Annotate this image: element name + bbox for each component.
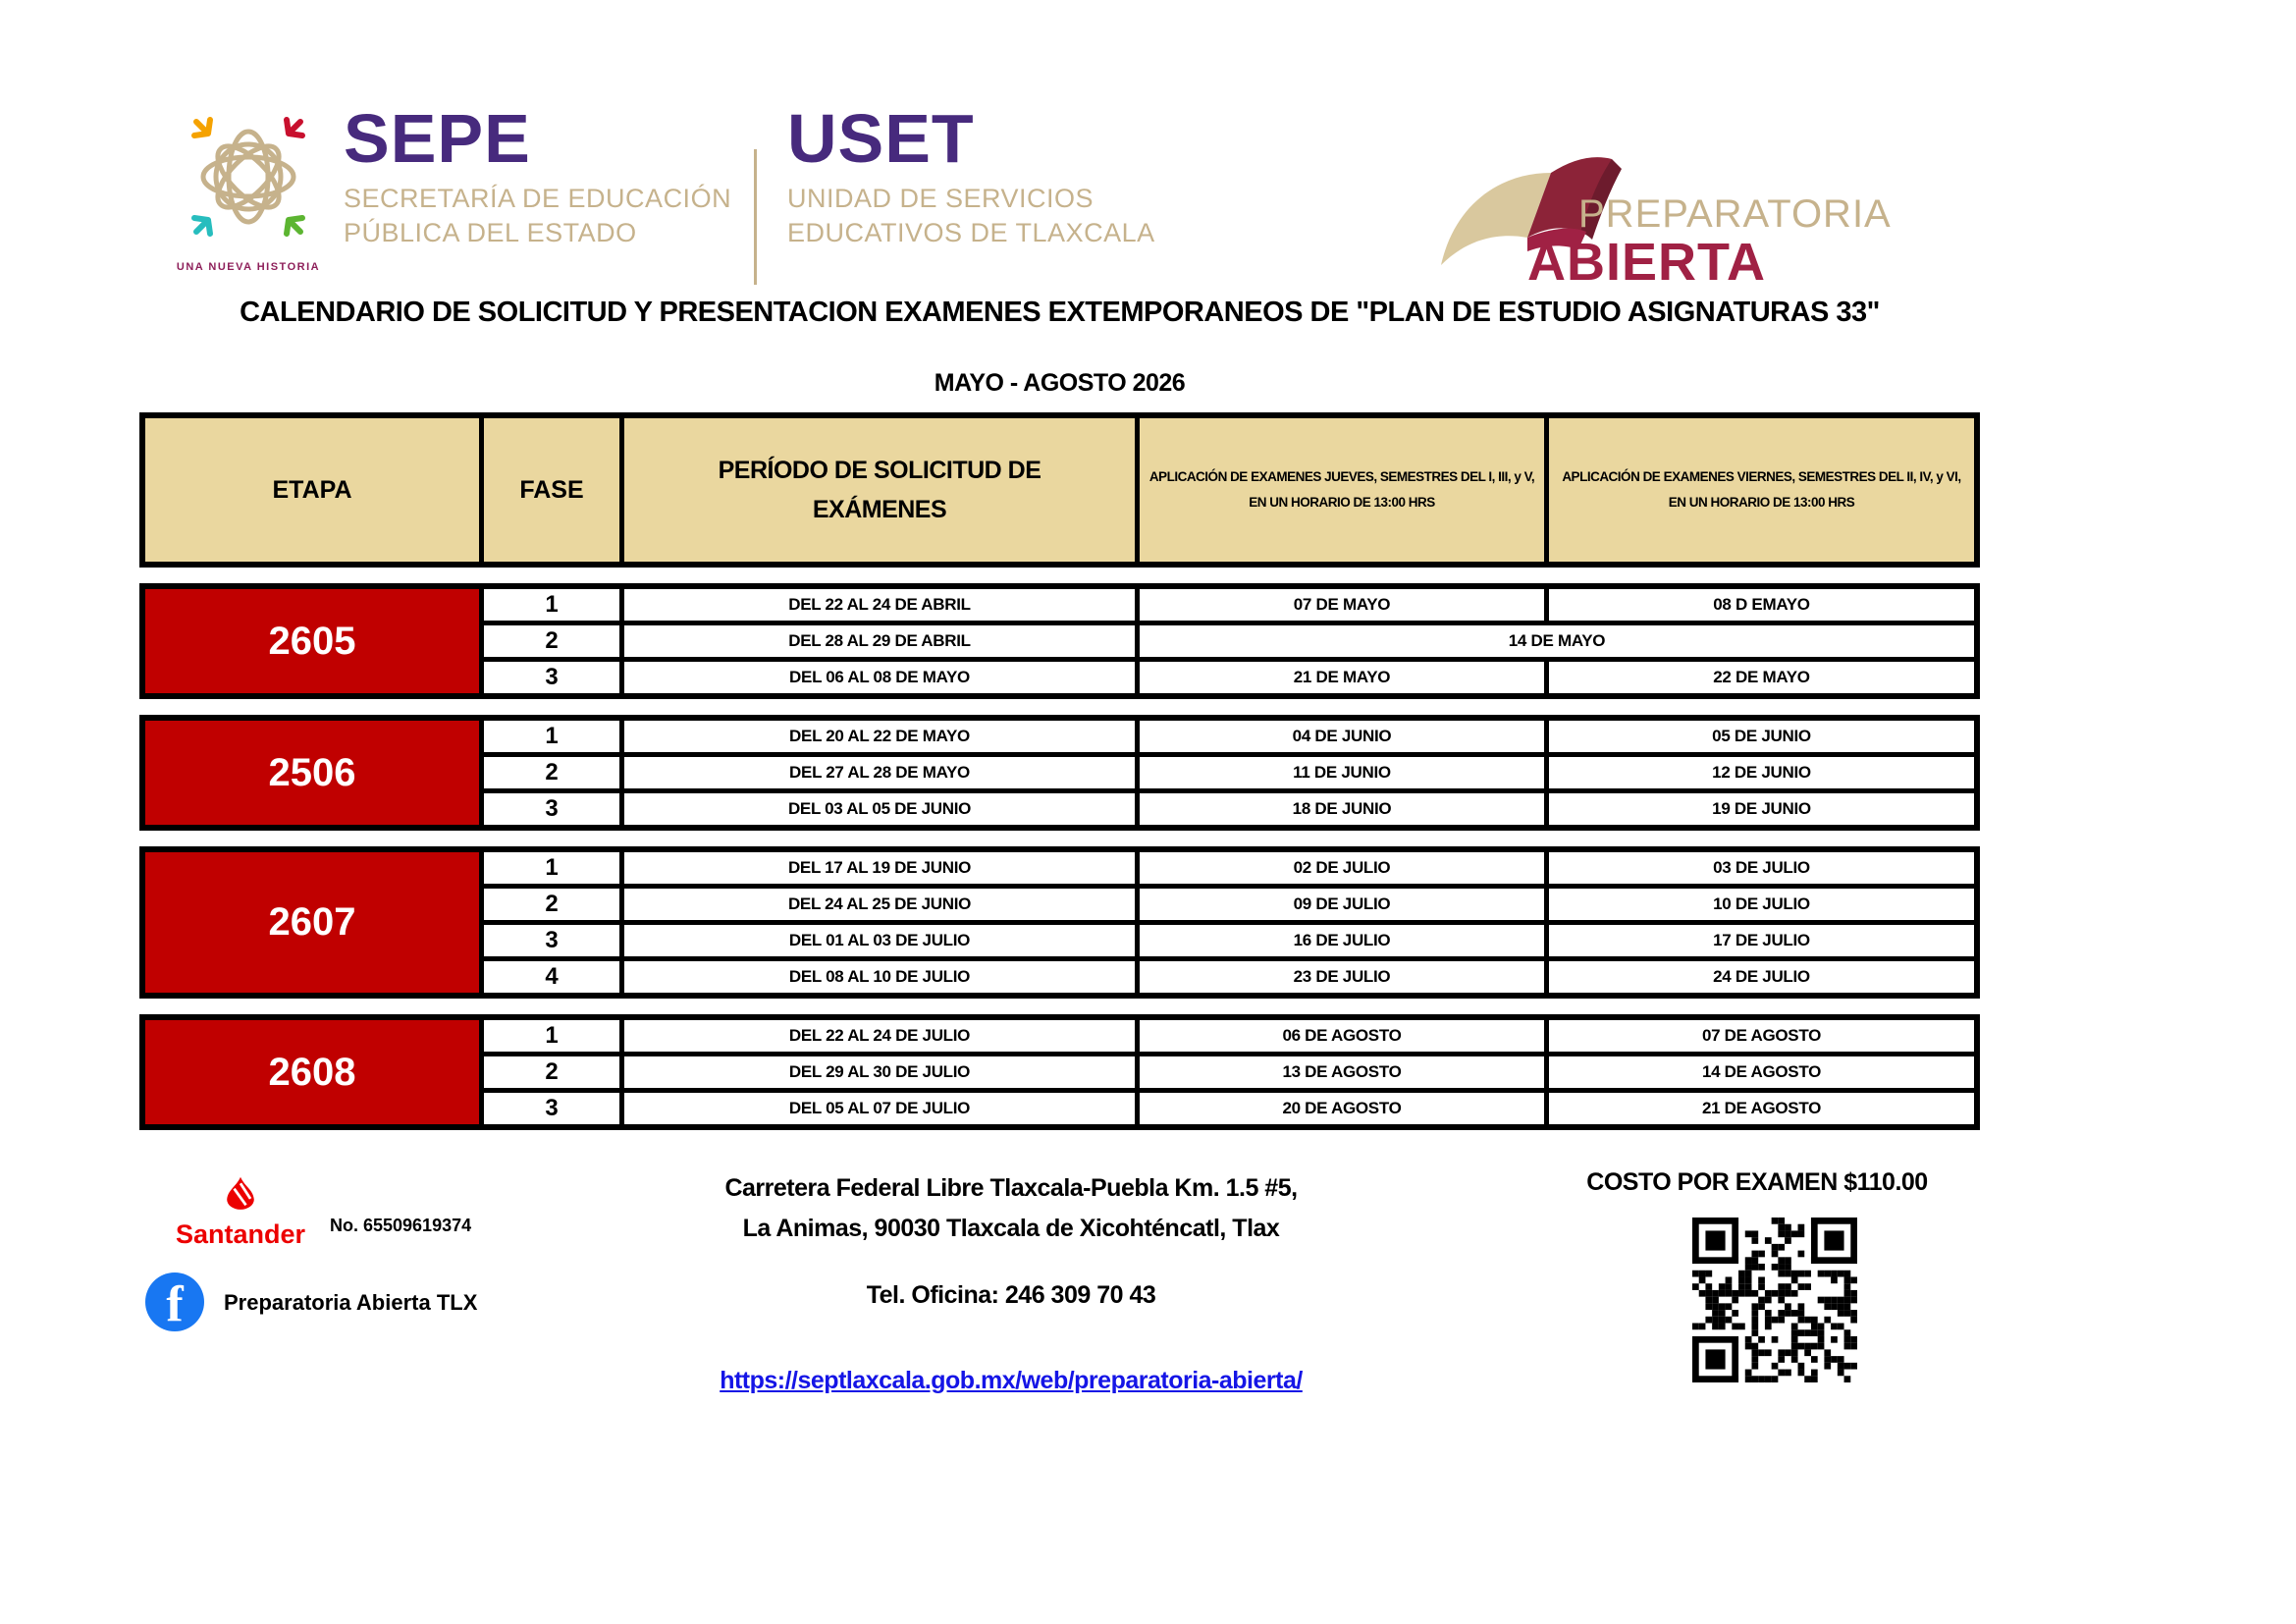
- viernes-date-value: 10 DE JULIO: [1549, 889, 1974, 920]
- period-subtitle: MAYO - AGOSTO 2026: [934, 369, 1186, 397]
- fase-number: 1: [484, 852, 619, 884]
- facebook-icon: f: [145, 1272, 204, 1331]
- sepe-acronym: SEPE: [344, 100, 531, 177]
- periodo-value: DEL 01 AL 03 DE JULIO: [624, 925, 1135, 956]
- etapa-group-2607: [139, 846, 1980, 999]
- jueves-date-value: 06 DE AGOSTO: [1140, 1020, 1544, 1052]
- abierta-wordmark: ABIERTA: [1527, 233, 1766, 292]
- viernes-date-value: 12 DE JUNIO: [1549, 757, 1974, 788]
- etapa-group-2506: [139, 715, 1980, 831]
- fase-number: 1: [484, 589, 619, 621]
- logo-band: [0, 0, 2296, 295]
- facebook-page-name: Preparatoria Abierta TLX: [224, 1290, 478, 1315]
- sepe-tagline: UNA NUEVA HISTORIA: [176, 261, 321, 273]
- address-line2: La Animas, 90030 Tlaxcala de Xicohténcatl, Tlax: [742, 1215, 1280, 1243]
- fase-number: 1: [484, 1020, 619, 1052]
- merged-date-value: 14 DE MAYO: [1140, 625, 1974, 657]
- periodo-value: DEL 24 AL 25 DE JUNIO: [624, 889, 1135, 920]
- jueves-date-value: 04 DE JUNIO: [1140, 721, 1544, 752]
- etapa-label: 2608: [145, 1020, 479, 1124]
- etapa-group-2608: [139, 1014, 1980, 1130]
- calendar-table: [139, 412, 1980, 1146]
- office-phone: Tel. Oficina: 246 309 70 43: [866, 1280, 1156, 1309]
- column-header-viernes: APLICACIÓN DE EXAMENES VIERNES, SEMESTRES DEL II, IV, y VI, EN UN HORARIO DE 13:00 HRS: [1549, 418, 1974, 562]
- jueves-date-value: 21 DE MAYO: [1140, 662, 1544, 693]
- jueves-date-value: 02 DE JULIO: [1140, 852, 1544, 884]
- fase-number: 3: [484, 662, 619, 693]
- uset-subtitle-line2: EDUCATIVOS DE TLAXCALA: [787, 217, 1155, 247]
- jueves-date-value: 16 DE JULIO: [1140, 925, 1544, 956]
- santander-flame-icon: [211, 1174, 270, 1219]
- periodo-value: DEL 27 AL 28 DE MAYO: [624, 757, 1135, 788]
- etapa-label: 2506: [145, 721, 479, 825]
- jueves-date-value: 11 DE JUNIO: [1140, 757, 1544, 788]
- santander-wordmark: Santander: [175, 1219, 306, 1249]
- fase-number: 2: [484, 1056, 619, 1088]
- viernes-date-value: 05 DE JUNIO: [1549, 721, 1974, 752]
- fase-number: 2: [484, 757, 619, 788]
- exam-cost-label: COSTO POR EXAMEN $110.00: [1586, 1168, 1928, 1196]
- fase-number: 3: [484, 925, 619, 956]
- viernes-date-value: 22 DE MAYO: [1549, 662, 1974, 693]
- jueves-date-value: 09 DE JULIO: [1140, 889, 1544, 920]
- fase-number: 4: [484, 961, 619, 993]
- viernes-date-value: 19 DE JUNIO: [1549, 793, 1974, 825]
- periodo-value: DEL 28 AL 29 DE ABRIL: [624, 625, 1135, 657]
- page-title: CALENDARIO DE SOLICITUD Y PRESENTACION EXAMENES EXTEMPORANEOS DE "PLAN DE ESTUDIO ASIGNATURAS 33": [240, 297, 1880, 328]
- column-header-periodo: PERÍODO DE SOLICITUD DE EXÁMENES: [624, 418, 1135, 562]
- jueves-date-value: 23 DE JULIO: [1140, 961, 1544, 993]
- jueves-date-value: 18 DE JUNIO: [1140, 793, 1544, 825]
- viernes-date-value: 08 D EMAYO: [1549, 589, 1974, 621]
- column-header-fase: FASE: [484, 418, 619, 562]
- periodo-value: DEL 08 AL 10 DE JULIO: [624, 961, 1135, 993]
- logo-divider: [754, 149, 757, 285]
- periodo-value: DEL 06 AL 08 DE MAYO: [624, 662, 1135, 693]
- etapa-group-2605: [139, 583, 1980, 699]
- periodo-value: DEL 29 AL 30 DE JULIO: [624, 1056, 1135, 1088]
- periodo-value: DEL 05 AL 07 DE JULIO: [624, 1093, 1135, 1124]
- viernes-date-value: 14 DE AGOSTO: [1549, 1056, 1974, 1088]
- qr-code: [1692, 1218, 1857, 1382]
- jueves-date-value: 20 DE AGOSTO: [1140, 1093, 1544, 1124]
- etapa-label: 2607: [145, 852, 479, 993]
- viernes-date-value: 03 DE JULIO: [1549, 852, 1974, 884]
- viernes-date-value: 17 DE JULIO: [1549, 925, 1974, 956]
- preparatoria-abierta-logo: [1433, 126, 1963, 302]
- sepe-subtitle-line2: PÚBLICA DEL ESTADO: [344, 217, 637, 247]
- uset-subtitle-line1: UNIDAD DE SERVICIOS: [787, 183, 1095, 213]
- etapa-label: 2605: [145, 589, 479, 693]
- viernes-date-value: 21 DE AGOSTO: [1549, 1093, 1974, 1124]
- uset-acronym: USET: [787, 100, 975, 177]
- sepe-logo: [344, 100, 732, 250]
- fase-number: 1: [484, 721, 619, 752]
- fase-number: 3: [484, 793, 619, 825]
- fase-number: 2: [484, 625, 619, 657]
- sepe-flower-icon: [175, 96, 322, 255]
- periodo-value: DEL 03 AL 05 DE JUNIO: [624, 793, 1135, 825]
- preparatoria-wordmark: PREPARATORIA: [1578, 192, 1892, 236]
- contact-block: [442, 1168, 1580, 1395]
- jueves-date-value: 13 DE AGOSTO: [1140, 1056, 1544, 1088]
- table-header-row: [139, 412, 1980, 568]
- uset-logo: [787, 100, 1155, 250]
- periodo-value: DEL 22 AL 24 DE ABRIL: [624, 589, 1135, 621]
- jueves-date-value: 07 DE MAYO: [1140, 589, 1544, 621]
- periodo-value: DEL 20 AL 22 DE MAYO: [624, 721, 1135, 752]
- sepe-subtitle-line1: SECRETARÍA DE EDUCACIÓN: [344, 183, 732, 213]
- fase-number: 2: [484, 889, 619, 920]
- viernes-date-value: 07 DE AGOSTO: [1549, 1020, 1974, 1052]
- address-line1: Carretera Federal Libre Tlaxcala-Puebla Km. 1.5 #5,: [724, 1174, 1298, 1202]
- fase-number: 3: [484, 1093, 619, 1124]
- bank-account-number: No. 65509619374: [330, 1216, 472, 1235]
- column-header-etapa: ETAPA: [145, 418, 479, 562]
- santander-logo: [147, 1174, 334, 1250]
- website-link[interactable]: https://septlaxcala.gob.mx/web/preparatoria-abierta/: [720, 1366, 1303, 1394]
- periodo-value: DEL 17 AL 19 DE JUNIO: [624, 852, 1135, 884]
- periodo-value: DEL 22 AL 24 DE JULIO: [624, 1020, 1135, 1052]
- viernes-date-value: 24 DE JULIO: [1549, 961, 1974, 993]
- column-header-jueves: APLICACIÓN DE EXAMENES JUEVES, SEMESTRES DEL I, III, y V, EN UN HORARIO DE 13:00 HRS: [1140, 418, 1544, 562]
